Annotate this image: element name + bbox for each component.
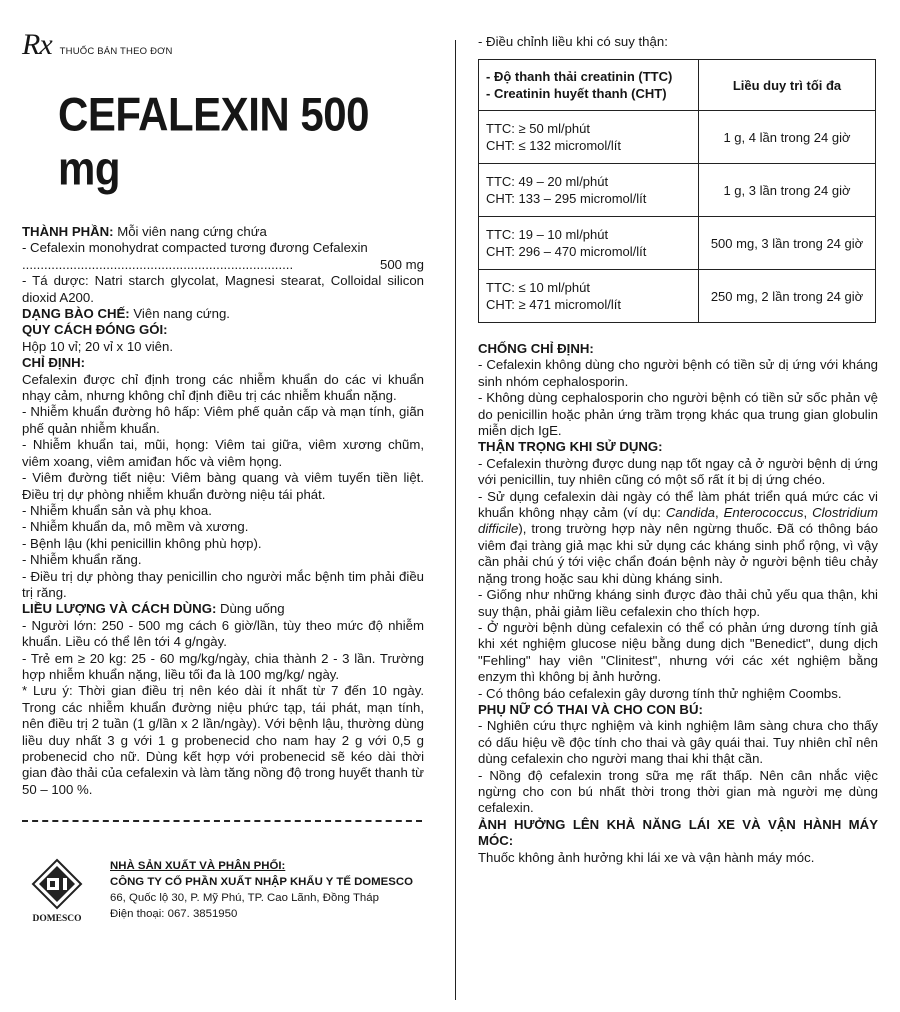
dose-cell: 1 g, 3 lần trong 24 giờ: [699, 164, 876, 217]
separator: ,: [714, 505, 724, 521]
driving-text: Thuốc không ảnh hưởng khi lái xe và vận hành máy móc.: [478, 849, 815, 865]
indication-item: Cefalexin được chỉ định trong các nhiễm khuẩn do các vi khuẩn nhạy cảm, nhưng không chỉ định điều trị các nhiễm khuẩn nặng.: [22, 371, 424, 404]
header-criteria-line: - Creatinin huyết thanh (CHT): [486, 86, 667, 101]
left-column: [22, 28, 424, 924]
indications-heading: CHỈ ĐỊNH:: [22, 355, 86, 371]
cht-value: CHT: 133 – 295 micromol/lít: [486, 191, 647, 206]
ttc-value: TTC: 19 – 10 ml/phút: [486, 227, 609, 242]
separator: ,: [803, 505, 813, 521]
packaging-heading: QUY CÁCH ĐÓNG GÓI:: [22, 322, 168, 338]
composition-section: [22, 224, 424, 240]
precaution-item: - Ở người bệnh dùng cefalexin có thể có phản ứng dương tính giả khi xét nghiệm glucose niệu bằng dung dịch "Benedict", dung dịch "Fehling" hay viên "Clinitest", nhưng với các xét nghiệm bằng enzym thì không bị ảnh hưởng.: [478, 619, 878, 685]
contraindication-item: - Cefalexin không dùng cho người bệnh có tiền sử dị ứng với kháng sinh nhóm cephalosporin.: [478, 357, 878, 389]
dosage-item: - Trẻ em ≥ 20 kg: 25 - 60 mg/kg/ngày, chia thành 2 - 3 lần. Trường hợp nhiễm khuẩn nặng, liều tối đa là 100 mg/kg/ ngày.: [22, 650, 424, 682]
indication-item: - Nhiễm khuẩn da, mô mềm và xương.: [22, 519, 249, 535]
table-header-dose: Liều duy trì tối đa: [699, 60, 876, 111]
table-row: [479, 217, 876, 270]
manufacturer-info: [110, 858, 413, 924]
domesco-logo-icon: [31, 858, 83, 910]
dosage-heading: LIỀU LƯỢNG VÀ CÁCH DÙNG:: [22, 601, 217, 617]
product-title: CEFALEXIN 500 mg: [58, 88, 369, 195]
manufacturer-heading: NHÀ SẢN XUẤT VÀ PHÂN PHỐI:: [110, 860, 286, 873]
ttc-value: TTC: 49 – 20 ml/phút: [486, 174, 609, 189]
column-divider: [455, 40, 456, 1000]
indication-item: - Bệnh lậu (khi penicillin không phù hợp).: [22, 535, 262, 551]
organism-name: Candida: [665, 505, 715, 521]
indication-item: - Điều trị dự phòng thay penicillin cho người mắc bệnh tim phải điều trị răng.: [22, 568, 424, 600]
renal-dose-table: [478, 59, 876, 323]
company-name: CÔNG TY CỔ PHẦN XUẤT NHẬP KHẨU Y TẾ DOMESCO: [110, 876, 413, 889]
cht-value: CHT: ≤ 132 micromol/lít: [486, 138, 621, 153]
contraindications-heading: CHỐNG CHỈ ĐỊNH:: [478, 341, 594, 356]
contraindication-item: - Không dùng cephalosporin cho người bệnh có tiền sử sốc phản vệ do penicillin hoặc phản ứng trầm trọng khác qua trung gian globulin miễn dịch IgE.: [478, 390, 878, 439]
logo-wordmark: DOMESCO: [32, 914, 82, 925]
indication-item: - Viêm đường tiết niệu: Viêm bàng quang và viêm tuyến tiền liệt. Điều trị dự phòng nhiễm khuẩn đường niệu tái phát.: [22, 470, 424, 502]
precaution-text: - Sử dụng cefalexin dài ngày có thể làm phát triển quá mức các vi khuẩn không nhạy cảm (ví dụ:: [478, 488, 878, 521]
table-header-criteria: [479, 60, 699, 111]
manufacturer-footer: [22, 858, 424, 924]
indication-item: - Nhiễm khuẩn răng.: [22, 552, 142, 568]
driving-heading: ẢNH HƯỞNG LÊN KHẢ NĂNG LÁI XE VÀ VẬN HÀNH MÁY MÓC:: [478, 816, 878, 849]
organism-name: Clostridium difficile: [478, 505, 879, 537]
company-phone: Điện thoại: 067. 3851950: [110, 908, 238, 921]
precaution-item: - Giống như những kháng sinh được đào thải chủ yếu qua thận, khi suy thận, phải giảm liều cefalexin cho thích hợp.: [478, 587, 878, 619]
dosage-note: * Lưu ý: Thời gian điều trị nên kéo dài ít nhất từ 7 đến 10 ngày. Trong các nhiễm khuẩn đường niệu phức tạp, tái phát, mạn tính, nên điều trị 2 tuần (1 g/lần x 2 lần/ngày). Với bệnh lậu, thường dùng liều duy nhất 3 g với 1 g probenecid cho nam hay 2 g với 0,5 g probenecid cho nữ. Dùng kết hợp với probenecid sẽ kéo dài thời gian đào thải của cefalexin và làm tăng nồng độ trong huyết thanh từ 50 – 100 %.: [22, 683, 424, 797]
table-header-row: [479, 60, 876, 111]
cht-value: CHT: 296 – 470 micromol/lít: [486, 244, 647, 259]
composition-amount: 500 mg: [380, 256, 424, 272]
composition-heading: THÀNH PHẦN:: [22, 224, 114, 239]
criteria-cell: [479, 270, 699, 323]
criteria-cell: [479, 164, 699, 217]
right-column: [478, 34, 878, 866]
composition-item-2: - Tá dược: Natri starch glycolat, Magnesi stearat, Colloidal silicon dioxid A200.: [22, 273, 424, 305]
dot-leader: ..........................................................................: [22, 256, 294, 272]
ttc-value: TTC: ≤ 10 ml/phút: [486, 280, 590, 295]
indication-item: - Nhiễm khuẩn sản và phụ khoa.: [22, 502, 212, 518]
dose-cell: 250 mg, 2 lần trong 24 giờ: [699, 270, 876, 323]
cht-value: CHT: ≥ 471 micromol/lít: [486, 297, 621, 312]
company-address: 66, Quốc lộ 30, P. Mỹ Phú, TP. Cao Lãnh, Đồng Tháp: [110, 892, 379, 905]
table-row: [479, 111, 876, 164]
precaution-item: [478, 489, 878, 587]
dosage-form-text: Viên nang cứng.: [129, 306, 230, 322]
pregnancy-item: - Nghiên cứu thực nghiệm và kinh nghiệm lâm sàng chưa cho thấy có dấu hiệu về độc tính cho thai và gây quái thai. Tuy nhiên chỉ nên dùng cefalexin cho người mang thai khi thật cần.: [478, 718, 878, 767]
dosage-form-section: [22, 306, 424, 322]
precaution-item: - Có thông báo cefalexin gây dương tính thử nghiệm Coombs.: [478, 685, 842, 701]
criteria-cell: [479, 217, 699, 270]
dosage-item: - Người lớn: 250 - 500 mg cách 6 giờ/lần, tùy theo mức độ nhiễm khuẩn. Liều có thể lên tới 4 g/ngày.: [22, 617, 424, 650]
rx-mark: Rx: [22, 28, 52, 61]
dashed-divider: [22, 820, 422, 822]
composition-amount-row: [22, 257, 424, 273]
renal-adjustment-intro: - Điều chỉnh liều khi có suy thận:: [478, 34, 668, 49]
organism-name: Enterococcus: [723, 505, 804, 521]
pregnancy-heading: PHỤ NỮ CÓ THAI VÀ CHO CON BÚ:: [478, 701, 703, 717]
dose-cell: 500 mg, 3 lần trong 24 giờ: [699, 217, 876, 270]
ttc-value: TTC: ≥ 50 ml/phút: [486, 121, 590, 136]
table-row: [479, 270, 876, 323]
pregnancy-item: - Nồng độ cefalexin trong sữa mẹ rất thấp. Nên cân nhắc việc ngừng cho con bú nhất thời trong thời gian mà người mẹ dùng cefalexin.: [478, 767, 878, 816]
rx-header: [22, 28, 424, 62]
right-body: [478, 341, 878, 866]
criteria-cell: [479, 111, 699, 164]
domesco-logo: [22, 858, 92, 924]
left-body: [22, 224, 424, 798]
dose-cell: 1 g, 4 lần trong 24 giờ: [699, 111, 876, 164]
indication-item: - Nhiễm khuẩn đường hô hấp: Viêm phế quản cấp và mạn tính, giãn phế quản nhiễm khuẩn.: [22, 404, 424, 436]
dosage-form-heading: DẠNG BÀO CHẾ:: [22, 306, 130, 322]
table-row: [479, 164, 876, 217]
composition-text: Mỗi viên nang cứng chứa: [113, 224, 267, 239]
composition-item-1: - Cefalexin monohydrat compacted tương đương Cefalexin: [22, 240, 368, 256]
header-criteria-line: - Độ thanh thải creatinin (TTC): [486, 69, 673, 84]
prescription-note: THUỐC BÁN THEO ĐƠN: [59, 46, 173, 57]
dosage-route: Dùng uống: [216, 601, 285, 617]
dosage-section: [22, 601, 424, 617]
precautions-heading: THẬN TRỌNG KHI SỬ DỤNG:: [478, 439, 663, 455]
packaging-text: Hộp 10 vỉ; 20 vỉ x 10 viên.: [22, 338, 174, 354]
precaution-item: - Cefalexin thường được dung nạp tốt ngay cả ở người bệnh dị ứng với penicillin, tuy nhiên cũng có một số rất ít bị dị ứng chéo.: [478, 455, 878, 488]
precaution-text: ), trong trường hợp này nên ngừng thuốc. Đã có thông báo viêm đại tràng giả mạc khi sử dụng các kháng sinh phổ rộng, vì vậy cần phải chú ý tới việc chẩn đoán bệnh này ở người bệnh tiêu chảy nặng trong hoặc sau khi dùng kháng sinh.: [478, 521, 878, 586]
indication-item: - Nhiễm khuẩn tai, mũi, họng: Viêm tai giữa, viêm xương chũm, viêm xoang, viêm amiđan hốc và viêm họng.: [22, 437, 424, 469]
